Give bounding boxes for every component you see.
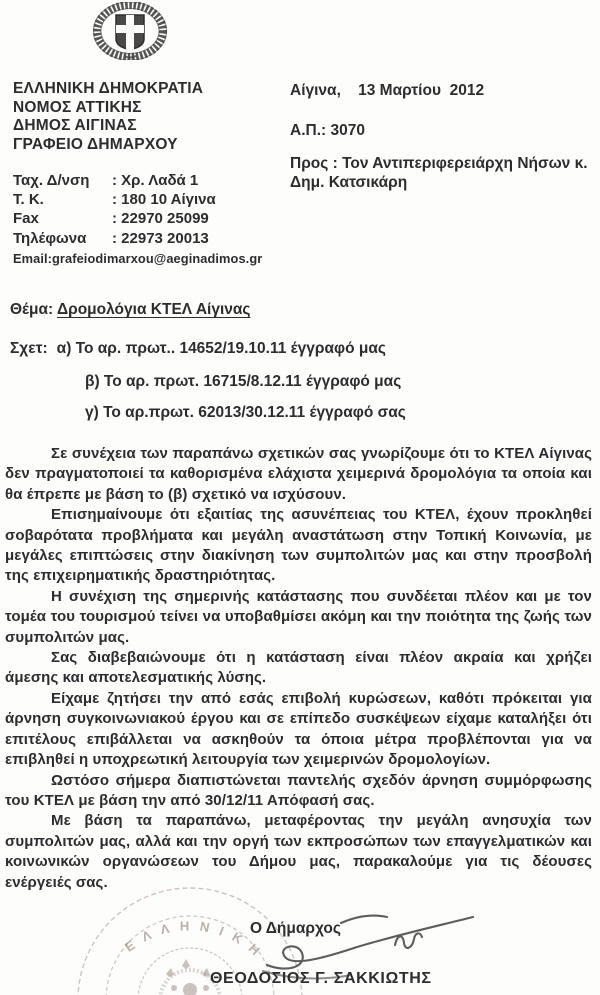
sender-header-block bbox=[13, 80, 203, 154]
contact-label: Τηλέφωνα bbox=[13, 229, 87, 247]
sender-line-republic: ΕΛΛΗΝΙΚΗ ΔΗΜΟΚΡΑΤΙΑ bbox=[13, 80, 204, 97]
protocol-number: Α.Π.: 3070 bbox=[290, 122, 365, 139]
reference-item-c: γ) Το αρ.πρωτ. 62013/30.12.11 έγγραφό σας bbox=[85, 404, 406, 421]
contact-label: Τ. Κ. bbox=[13, 191, 44, 209]
sender-contact-block bbox=[13, 171, 262, 268]
contact-value: : 22970 25099 bbox=[112, 210, 209, 228]
contact-label: Fax bbox=[13, 210, 39, 228]
contact-value: : 22973 20013 bbox=[112, 229, 209, 247]
body-paragraph: Η συνέχιση της σημερινής κατάστασης που συνδέεται πλέον και με τον τομέα του τουρισμού τείνει να υποβαθμίσει ακόμη και την ποιότητα της ζωής των συμπολιτών μας. bbox=[5, 587, 592, 646]
contact-email: Email:grafeiodimarxou@aeginadimos.gr bbox=[13, 250, 263, 266]
contact-value: : 180 10 Αίγινα bbox=[112, 191, 216, 209]
body-paragraph: Σας διαβεβαιώνουμε ότι η κατάσταση είναι πλέον ακραία και χρήζει άμεσης και αποτελεσματικής λύσης. bbox=[5, 649, 592, 687]
body-paragraph: Επισημαίνουμε ότι εξαιτίας της ασυνέπειας του ΚΤΕΛ, έχουν προκληθεί σοβαρότατα προβλήματα και μεγάλη αναστάτωση στην Τοπική Κοινωνία, με μεγάλες επιπτώσεις στην διακίνηση των συμπολιτών μας και στην προσβολή της επιχειρηματικής δραστηριότητας. bbox=[5, 506, 592, 585]
sender-line-office: ΓΡΑΦΕΙΟ ΔΗΜΑΡΧΟΥ bbox=[13, 135, 178, 153]
letter-body bbox=[5, 444, 592, 893]
recipient-block bbox=[290, 155, 590, 192]
contact-value: : Χρ. Λαδά 1 bbox=[112, 172, 199, 189]
sender-line-municipality: ΔΗΜΟΣ ΑΙΓΙΝΑΣ bbox=[13, 117, 137, 134]
letter-meta-block bbox=[290, 82, 590, 192]
references-block bbox=[10, 340, 406, 422]
references-label: Σχετ: bbox=[10, 340, 48, 357]
reference-item-a: α) Το αρ. πρωτ.. 14652/19.10.11 έγγραφό μας bbox=[56, 340, 386, 357]
contact-label: Ταχ. Δ/νση bbox=[13, 172, 90, 189]
contact-row-address bbox=[13, 171, 262, 190]
body-paragraph: Ωστόσο σήμερα διαπιστώνεται παντελής σχεδόν άρνηση συμμόρφωσης του ΚΤΕΛ με βάση την από 30/12/11 Απόφασή σας. bbox=[5, 771, 592, 809]
subject-text: Δρομολόγια ΚΤΕΛ Αίγινας bbox=[56, 301, 251, 318]
body-paragraph: Με βάση τα παραπάνω, μεταφέροντας την μεγάλη ανησυχία των συμπολιτών μας, αλλά και την οργή των εκπροσώπων των επαγγελματικών και κοινωνικών οργανώσεων του Δήμου μας, παρακαλούμε για τις δέουσες ενέργειές σας. bbox=[5, 812, 592, 891]
sender-line-prefecture: ΝΟΜΟΣ ΑΤΤΙΚΗΣ bbox=[13, 98, 142, 116]
reference-item-b: β) Το αρ. πρωτ. 16715/8.12.11 έγγραφό μας bbox=[85, 373, 402, 390]
place-date: Αίγινα, 13 Μαρτίου 2012 bbox=[290, 82, 485, 99]
contact-row-fax bbox=[13, 209, 262, 228]
body-paragraph: Είχαμε ζητήσει την από εσάς επιβολή κυρώσεων, καθότι πρόκειται για άρνηση συγκοινωνιακού έργου και σε επίπεδο συσκέψεων είχαμε καταλήξει ότι επιτέλους επιβάλλεται να ασκηθούν τα όποια μέτρα προβλέπονται για να επιβληθεί η υποχρεωτική λειτουργία των χειμερινών δρομολογίων. bbox=[5, 689, 592, 769]
recipient-line-2: Δημ. Κατσικάρη bbox=[290, 173, 408, 191]
reference-row bbox=[10, 340, 406, 358]
greek-national-emblem-icon bbox=[92, 2, 168, 60]
signatory-name: ΘΕΟΔΟΣΙΟΣ Γ. ΣΑΚΚΙΩΤΗΣ bbox=[210, 970, 432, 987]
subject-label: Θέμα: bbox=[10, 301, 54, 318]
subject-row bbox=[10, 301, 250, 319]
contact-row-postcode bbox=[13, 190, 262, 209]
stamp-arc-text: ΕΛΛΗΝΙΚΗ bbox=[121, 918, 271, 965]
contact-row-phone bbox=[13, 229, 262, 248]
signatory-title: Ο Δήμαρχος bbox=[250, 920, 341, 937]
recipient-line-1: Προς : Τον Αντιπεριφερειάρχη Νήσων κ. bbox=[290, 155, 588, 172]
body-paragraph: Σε συνέχεια των παραπάνω σχετικών σας γνωρίζουμε ότι το ΚΤΕΛ Αίγινας δεν πραγματοποιεί τα καθορισμένα ελάχιστα χειμερινά δρομολόγια τα οποία και θα έπρεπε με βάση το (β) σχετικό να ισχύσουν. bbox=[5, 445, 592, 503]
